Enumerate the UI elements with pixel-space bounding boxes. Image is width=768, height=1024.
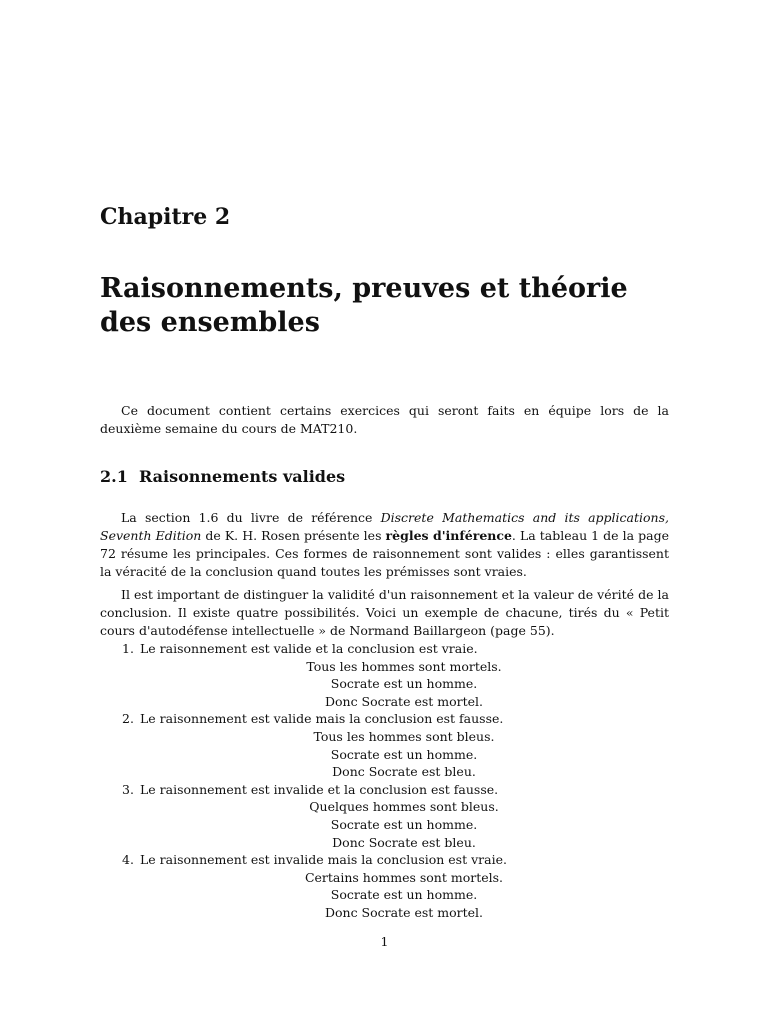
premise-2: Socrate est un homme.: [330, 887, 478, 903]
example-item: [100, 640, 669, 710]
syllogism: [100, 798, 669, 851]
premise-2: Socrate est un homme.: [330, 676, 478, 692]
conclusion: Donc Socrate est bleu.: [332, 834, 476, 850]
example-statement: Le raisonnement est valide mais la conclusion est fausse.: [140, 711, 504, 727]
paragraph-rules-part3: . La tableau 1 de la page 72 résume les principales. Ces formes de raisonnement sont valides : elles garantissent la véracité de la conclusion quand toutes les prémisses sont vraies.: [100, 528, 669, 579]
example-number: 4.: [122, 852, 134, 868]
examples-list: [100, 640, 669, 922]
syllogism: [100, 658, 669, 711]
paragraph-rules: [100, 509, 669, 581]
section-title: Raisonnements valides: [139, 467, 346, 486]
example-statement: Le raisonnement est valide et la conclusion est vraie.: [140, 641, 478, 656]
example-number: 1.: [122, 641, 134, 656]
section-heading: [100, 467, 345, 486]
chapter-title: Raisonnements, preuves et théorie des ensembles: [100, 273, 628, 338]
chapter-label: Chapitre 2: [100, 204, 231, 230]
premise-1: Tous les hommes sont mortels.: [306, 658, 502, 674]
premise-1: Quelques hommes sont bleus.: [309, 799, 499, 815]
premise-1: Tous les hommes sont bleus.: [313, 728, 495, 744]
section-number: 2.1: [100, 467, 128, 486]
example-item: [100, 710, 669, 780]
example-statement: Le raisonnement est invalide mais la conclusion est vraie.: [140, 852, 507, 868]
premise-2: Socrate est un homme.: [330, 746, 478, 762]
document-page: [100, 0, 669, 1024]
premise-1: Certains hommes sont mortels.: [304, 869, 504, 885]
section-body: [100, 509, 669, 922]
intro-section: [100, 402, 669, 438]
paragraph-possibilities: Il est important de distinguer la validité d'un raisonnement et la valeur de vérité de la conclusion. Il existe quatre possibilités. Voici un exemple de chacune, tirés du « Petit cours d'autodéfense intellectuelle » de Normand Baillargeon (page 55).: [100, 587, 669, 638]
syllogism: [100, 728, 669, 781]
example-item: [100, 851, 669, 921]
conclusion: Donc Socrate est mortel.: [324, 693, 484, 709]
conclusion: Donc Socrate est mortel.: [324, 904, 484, 920]
example-statement: Le raisonnement est invalide et la conclusion est fausse.: [140, 781, 499, 797]
premise-2: Socrate est un homme.: [330, 816, 478, 832]
conclusion: Donc Socrate est bleu.: [332, 764, 476, 780]
page-number: 1: [380, 934, 389, 949]
syllogism: [100, 869, 669, 922]
intro-paragraph: Ce document contient certains exercices qui seront faits en équipe lors de la deuxième semaine du cours de MAT210.: [100, 403, 669, 436]
example-item: [100, 781, 669, 851]
paragraph-rules-part1: La section 1.6 du livre de référence: [121, 510, 381, 525]
example-number: 2.: [122, 711, 134, 727]
example-number: 3.: [122, 781, 134, 797]
book-title: Discrete Mathematics and its applications, Seventh Edition: [100, 510, 669, 543]
bold-term: règles d'inférence: [385, 528, 512, 543]
paragraph-rules-part2: de K. H. Rosen présente les: [201, 528, 386, 543]
